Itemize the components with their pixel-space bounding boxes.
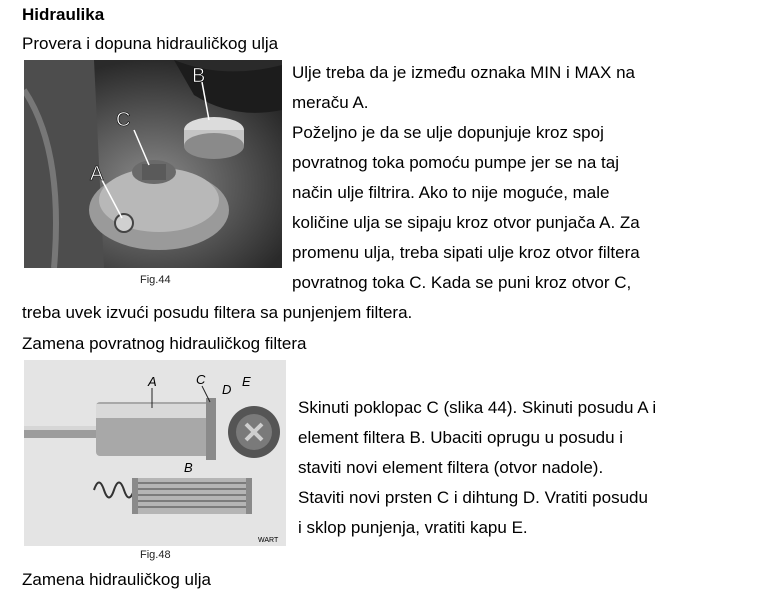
section2-line: Staviti novi prsten C i dihtung D. Vratiti posudu [298, 488, 648, 507]
section1-line: povratnog toka C. Kada se puni kroz otvor C, [292, 273, 632, 292]
section2-line: i sklop punjenja, vratiti kapu E. [298, 518, 528, 537]
section1-title: Provera i dopuna hidrauličkog ulja [22, 34, 279, 53]
section1-line: način ulje filtrira. Ako to nije moguće, male [292, 183, 610, 202]
section2-line: staviti novi element filtera (otvor nadole). [298, 458, 604, 477]
fig48-label-b: B [184, 460, 193, 475]
fig44-caption: Fig.44 [140, 274, 171, 286]
fig48-label-e: E [242, 374, 251, 389]
next-section-title: Zamena hidrauličkog ulja [22, 570, 211, 589]
fig44-label-c: C [116, 109, 131, 131]
fig48-caption: Fig.48 [140, 549, 171, 561]
fig48-label-c: C [196, 372, 206, 387]
section2-title: Zamena povratnog hidrauličkog filtera [22, 334, 307, 353]
fig48-photo [24, 360, 286, 546]
fig44-label-b: B [192, 65, 206, 87]
section1-line: povratnog toka pomoću pumpe jer se na taj [292, 153, 619, 172]
section1-line: Ulje treba da je između oznaka MIN i MAX na [292, 63, 635, 82]
fig48-label-a: A [148, 374, 157, 389]
section2-paragraph [298, 393, 656, 543]
section1-paragraph [292, 58, 640, 298]
fig44-photo [24, 60, 282, 268]
section1-paragraph-tail: treba uvek izvući posudu filtera sa punjenjem filtera. [22, 303, 413, 322]
section1-line: količine ulja se sipaju kroz otvor punjača A. Za [292, 213, 640, 232]
fig44-label-a: A [90, 163, 104, 185]
section2-line: Skinuti poklopac C (slika 44). Skinuti posudu A i [298, 398, 657, 417]
fig48-watermark: WART [258, 537, 279, 544]
section1-line: Poželjno je da se ulje dopunjuje kroz spoj [292, 123, 604, 142]
section-title: Hidraulika [22, 5, 105, 24]
section2-line: element filtera B. Ubaciti oprugu u posudu i [298, 428, 624, 447]
section1-line: promenu ulja, treba sipati ulje kroz otvor filtera [292, 243, 640, 262]
fig48-label-d: D [222, 382, 232, 397]
section1-line: meraču A. [292, 93, 369, 112]
